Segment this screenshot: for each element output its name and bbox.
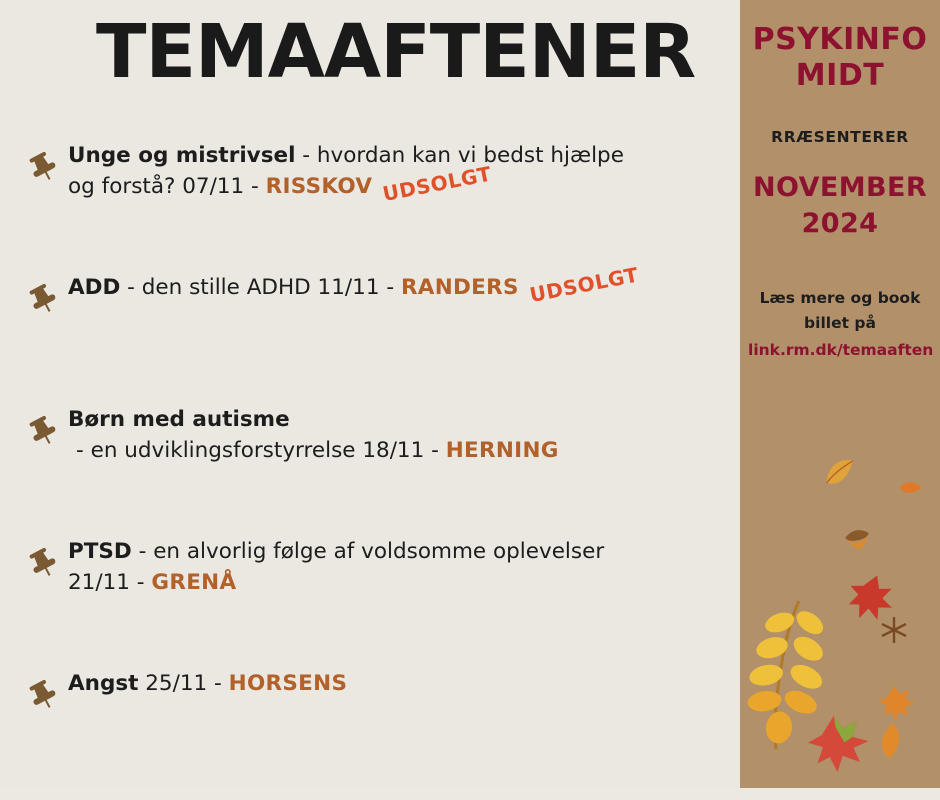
event-title: ADD [68,275,121,300]
presents-label: RRÆSENTERER [771,128,909,146]
status-badge: UDSOLGT [381,161,494,207]
pushpin-icon [26,414,60,448]
event-text [68,536,708,598]
poster-sidebar [740,0,940,788]
event-detail: - den stille ADHD 11/11 - [120,275,401,300]
event-city: RANDERS [400,275,519,300]
event-title: PTSD [68,539,132,564]
event-text [68,140,708,207]
brand-line-2: MIDT [795,58,885,93]
event-line2 [68,161,708,207]
pushpin-icon [26,678,60,712]
event-month [740,170,940,242]
event-line2 [68,435,708,466]
event-city: HORSENS [228,671,348,696]
event-date: - en udviklingsforstyrrelse 18/11 - [76,438,446,463]
booking-url[interactable]: link.rm.dk/temaaften [748,341,934,359]
booking-line-1: Læs mere og book [759,289,921,307]
event-city: RISSKOV [265,174,373,199]
event-list [0,140,740,800]
event-city: HERNING [445,438,559,463]
page-title: TEMAAFTENER [96,9,696,95]
list-item [0,404,740,474]
list-item [0,140,740,210]
event-title: Børn med autisme [68,407,290,432]
list-item [0,262,740,342]
brand-name [740,0,940,94]
leaves-icon [740,440,940,788]
event-detail: - hvordan kan vi bedst hjælpe [295,143,624,168]
event-title: Unge og mistrivsel [68,143,296,168]
event-text [68,668,708,699]
booking-info [740,286,940,363]
event-city: GRENÅ [151,570,237,595]
event-title: Angst [68,671,139,696]
autumn-leaves-decoration [740,440,940,788]
pushpin-icon [26,546,60,580]
brand-line-1: PSYKINFO [752,22,928,57]
event-date: 21/11 - [68,570,152,595]
event-date: og forstå? 07/11 - [68,174,266,199]
list-item [0,668,740,738]
event-detail: 25/11 - [138,671,229,696]
event-line2 [68,567,708,598]
event-text [68,262,708,308]
pushpin-icon [26,150,60,184]
pushpin-icon [26,282,60,316]
event-text [68,404,708,466]
list-item [0,536,740,606]
event-detail: - en alvorlig følge af voldsomme oplevelser [131,539,605,564]
booking-line-2: billet på [804,314,876,332]
month-label: NOVEMBER [752,172,928,203]
status-badge: UDSOLGT [527,262,641,308]
year-label: 2024 [801,208,879,239]
